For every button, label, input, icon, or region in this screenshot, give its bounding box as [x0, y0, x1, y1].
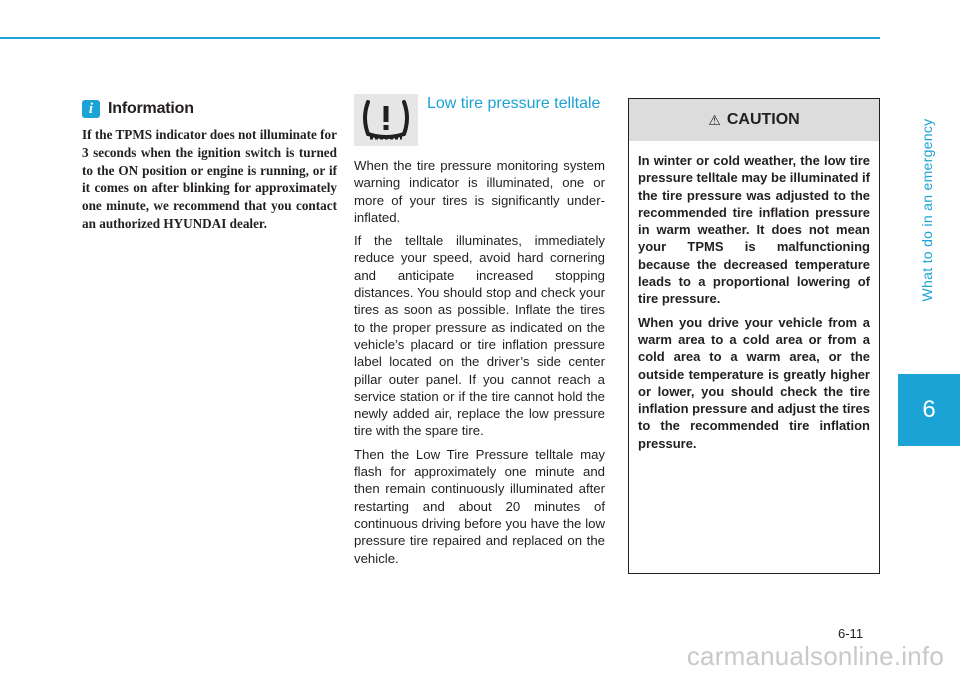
section-title: Low tire pressure telltale	[427, 95, 601, 112]
body-paragraph: If the telltale illuminates, immediately reduce your speed, avoid hard cornering and anticipate increased stopping distances. You should stop and check your tires as soon as possible. Inflate the tires to the proper pressure as indicated on the vehicle’s placard or tire inflation pressure label located on the driver’s side center pillar outer panel. If you cannot reach a service station or if the tire cannot hold the newly added air, replace the low pressure tire with the spare tire.	[354, 233, 605, 439]
chapter-side-label	[912, 40, 942, 380]
watermark: carmanualsonline.info	[686, 641, 944, 671]
caution-body	[629, 141, 879, 452]
warning-triangle-icon: ⚠	[708, 111, 721, 128]
chapter-title: What to do in an emergency	[919, 118, 935, 302]
information-heading	[82, 100, 194, 118]
header-rule	[0, 37, 880, 39]
caution-header	[629, 99, 879, 141]
information-body: If the TPMS indicator does not illuminate for 3 seconds when the ignition switch is turned to the ON position or engine is running, or if it comes on after blinking for approximately one minute, we recommend that you contact an authorized HYUNDAI dealer.	[82, 127, 337, 231]
low-tire-pressure-telltale-icon	[354, 94, 418, 146]
caution-box	[628, 98, 880, 574]
page-number: 6-11	[838, 626, 864, 641]
caution-paragraph: In winter or cold weather, the low tire pressure telltale may be illuminated if the tire pressure was adjusted to the recommended tire inflation pressure in warm weather. It does not mean your TPMS is malfunctioning because the decreased temperature leads to a proportional lowering of tire pressure.	[638, 153, 870, 307]
info-icon: i	[82, 100, 100, 118]
caution-title: CAUTION	[726, 111, 800, 128]
chapter-number-tab: 6	[898, 374, 960, 446]
low-tire-body	[354, 157, 605, 573]
information-title: Information	[108, 100, 194, 117]
body-paragraph: When the tire pressure monitoring system warning indicator is illuminated, one or more of your tires is significantly under-inflated.	[354, 158, 605, 225]
caution-paragraph: When you drive your vehicle from a warm area to a cold area or from a cold area to a warm area, or the outside temperature is greatly higher or lower, you should check the tire inflation pressure and adjust the tires to the recommended tire inflation pressure.	[638, 314, 870, 451]
body-paragraph: Then the Low Tire Pressure telltale may flash for approximately one minute and then remain continuously illuminated after restarting and about 20 minutes of continuous driving before you have the low pressure tire repaired and replaced on the vehicle.	[354, 446, 605, 566]
